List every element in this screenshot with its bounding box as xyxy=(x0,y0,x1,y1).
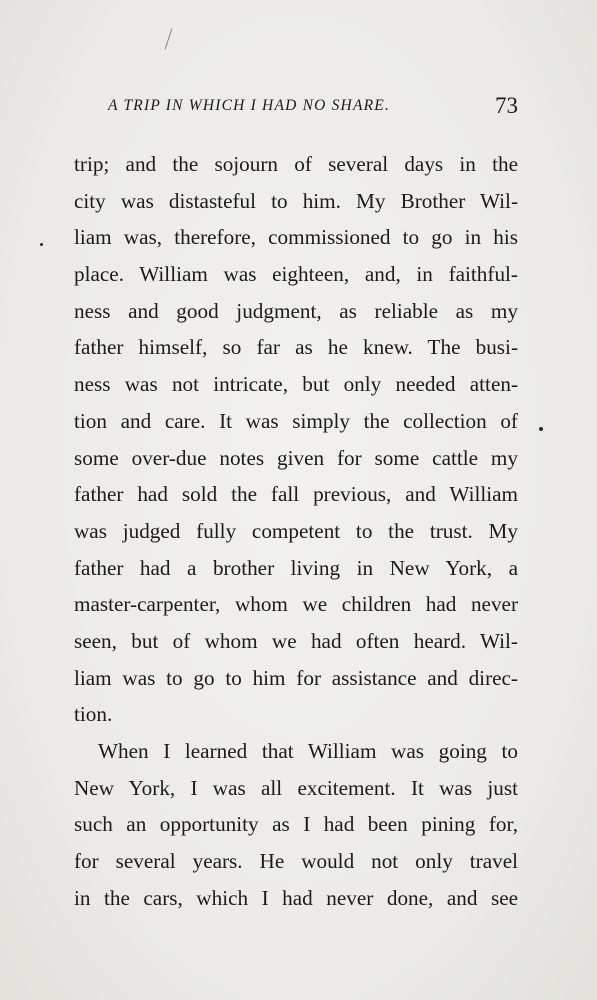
text-line: tion. xyxy=(74,702,113,727)
body-text xyxy=(74,146,518,916)
paper-fiber-mark xyxy=(165,28,173,49)
text-line: father had a brother living in New York, a xyxy=(74,555,518,580)
text-line: in the cars, which I had never done, and see xyxy=(74,885,518,910)
text-line: city was distasteful to him. My Brother Wil- xyxy=(74,188,518,213)
text-line: liam was to go to him for assistance and direc- xyxy=(74,665,518,690)
running-header xyxy=(108,93,518,123)
ink-speck xyxy=(539,427,543,431)
text-line: seen, but of whom we had often heard. Wil- xyxy=(74,628,518,653)
ink-speck xyxy=(40,243,43,246)
paragraph-1 xyxy=(74,146,518,733)
text-line: place. William was eighteen, and, in faithful- xyxy=(74,262,518,287)
text-line: some over-due notes given for some cattle my xyxy=(74,445,518,470)
text-line: master-carpenter, whom we children had never xyxy=(74,592,518,617)
paragraph-2 xyxy=(74,733,518,916)
text-line: trip; and the sojourn of several days in the xyxy=(74,152,518,176)
text-line: such an opportunity as I had been pining for, xyxy=(74,812,518,837)
page-number: 73 xyxy=(495,93,518,118)
text-line: father had sold the fall previous, and William xyxy=(74,482,518,507)
text-line: When I learned that William was going to xyxy=(98,739,518,763)
text-line: father himself, so far as he knew. The busi- xyxy=(74,335,518,360)
text-line: New York, I was all excitement. It was just xyxy=(74,775,518,800)
text-line: ness was not intricate, but only needed atten- xyxy=(74,372,518,397)
text-line: was judged fully competent to the trust. My xyxy=(74,518,518,543)
text-line: liam was, therefore, commissioned to go in his xyxy=(74,225,518,250)
text-line: ness and good judgment, as reliable as my xyxy=(74,298,518,323)
running-title: A TRIP IN WHICH I HAD NO SHARE. xyxy=(108,97,391,114)
text-line: for several years. He would not only travel xyxy=(74,849,518,874)
text-line: tion and care. It was simply the collection of xyxy=(74,408,518,433)
